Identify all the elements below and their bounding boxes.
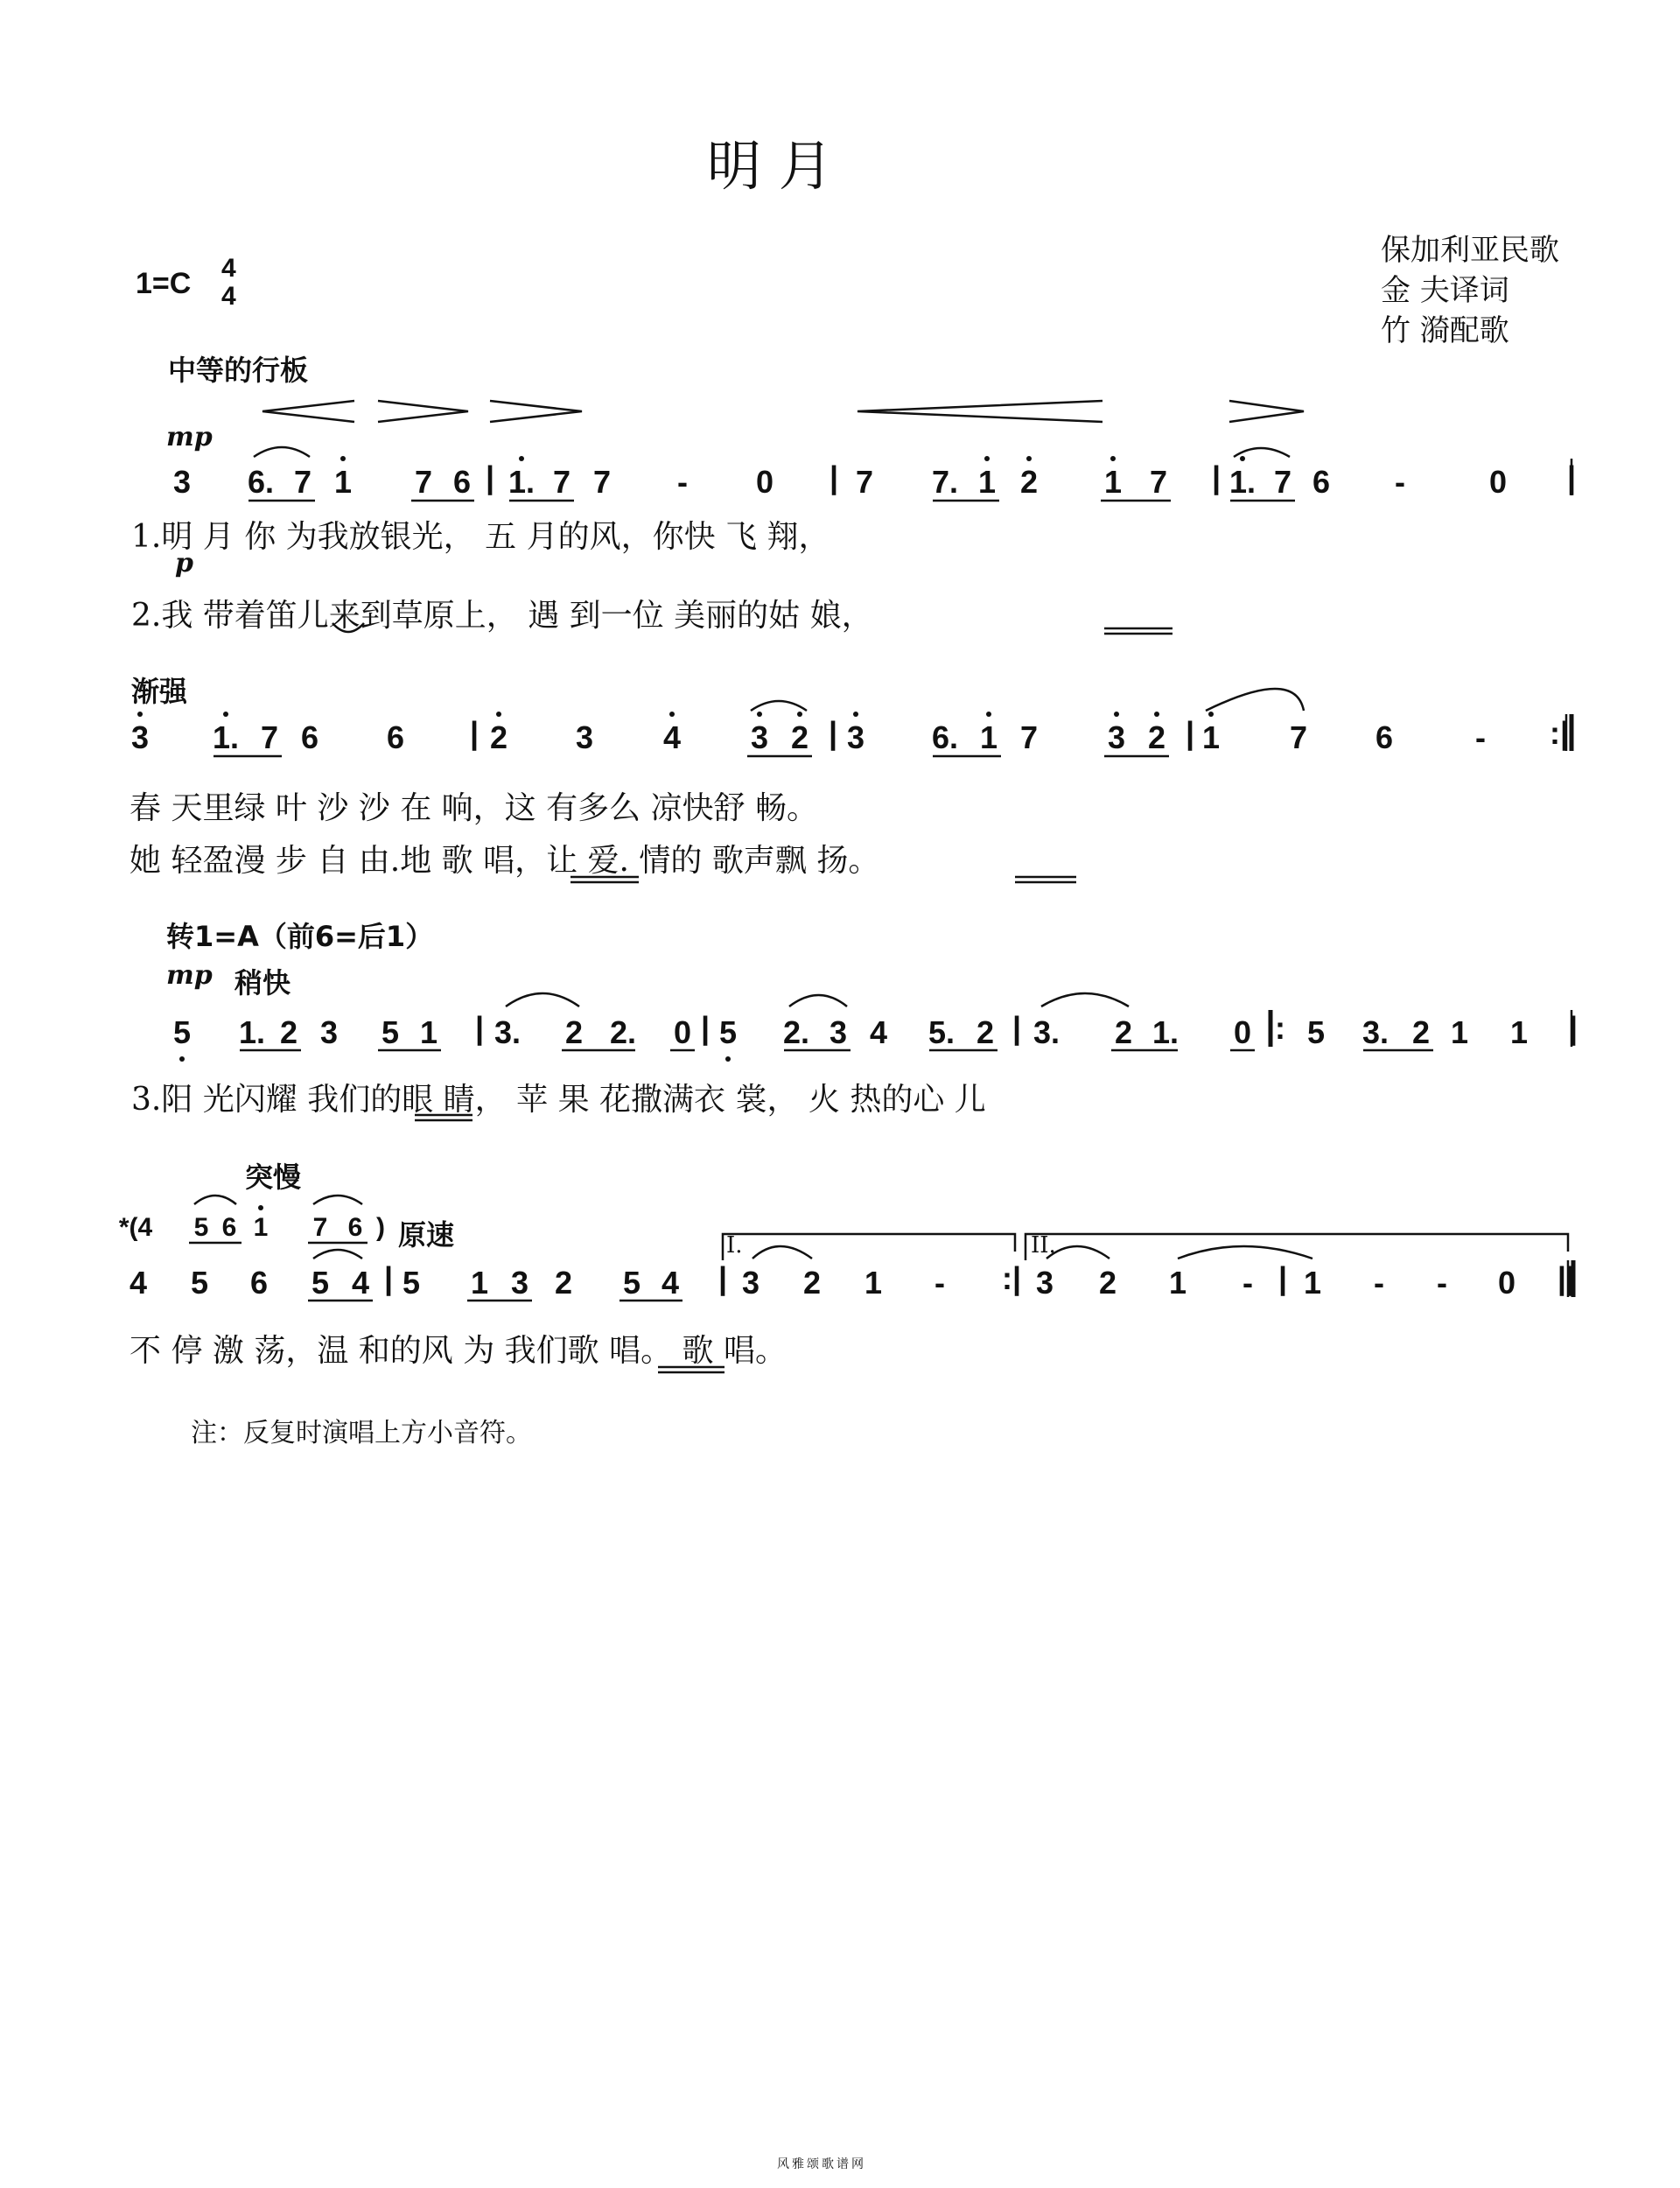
note: 2: [1019, 464, 1039, 500]
note: 5: [190, 1265, 209, 1301]
barline: |: [700, 1010, 710, 1046]
note: 6: [452, 464, 472, 500]
note: 2.: [609, 1014, 637, 1050]
note: 2: [1411, 1014, 1431, 1050]
small-note: 1: [253, 1213, 269, 1242]
final-barline: ||: [1557, 1260, 1576, 1296]
tempo-marking: 中等的行板: [168, 354, 309, 387]
note: 1.: [238, 1014, 266, 1050]
note: 4: [351, 1265, 370, 1301]
small-note: 6: [221, 1213, 237, 1242]
note: 2: [790, 719, 809, 755]
barline: |: [1185, 715, 1195, 751]
note: -: [1395, 464, 1405, 500]
barline-strokes: [1270, 459, 1576, 1301]
note: 5: [622, 1265, 641, 1301]
note: 2: [1147, 719, 1166, 755]
lyrics-verse-1: 1.明 月 你 为我放银光， 五 月的风，你快 飞 翔，: [131, 519, 830, 555]
note: 2: [564, 1014, 584, 1050]
note: -: [1475, 719, 1486, 755]
lyrics-verse-3: 3.阳 光闪耀 我们的眼 睛， 苹 果 花撒满衣 裳， 火 热的心 儿: [131, 1082, 986, 1118]
barline: |: [1568, 1010, 1578, 1046]
note: 7: [552, 464, 571, 500]
barline: |: [1278, 1260, 1288, 1296]
note: 7: [260, 719, 279, 755]
note: 7: [1273, 464, 1292, 500]
note: -: [1242, 1265, 1253, 1301]
note: 5: [718, 1014, 738, 1050]
note: 1: [1303, 1265, 1322, 1301]
note: 1: [1168, 1265, 1187, 1301]
repeat-end: :|: [1549, 715, 1570, 751]
note: 7: [414, 464, 433, 500]
dynamic-mp: mp: [166, 422, 213, 452]
dynamic-mp-2: mp: [166, 960, 213, 991]
note: 3: [575, 719, 594, 755]
small-note: 5: [193, 1213, 209, 1242]
note: 1: [419, 1014, 438, 1050]
note: 6: [300, 719, 319, 755]
note: 1.: [1152, 1014, 1180, 1050]
note: 3.: [1032, 1014, 1060, 1050]
credit-origin: 保加利亚民歌: [1381, 233, 1559, 268]
note: 3: [130, 719, 150, 755]
barline: |: [474, 1010, 485, 1046]
note: 5: [381, 1014, 400, 1050]
note: 6: [1312, 464, 1331, 500]
note: 7.: [931, 464, 959, 500]
note: 3: [1107, 719, 1126, 755]
hairpins: [262, 401, 1304, 422]
note: 1: [864, 1265, 883, 1301]
tempo-faster: 稍快: [234, 966, 291, 999]
barline: |: [1012, 1010, 1022, 1046]
note: 0: [1488, 464, 1508, 500]
lyrics-verse-2: 2.我 带着笛儿来到草原上， 遇 到一位 美丽的姑 娘，: [131, 598, 873, 634]
note: 3: [846, 719, 865, 755]
note: 7: [1289, 719, 1308, 755]
volta-second-label: II.: [1031, 1232, 1056, 1259]
note: -: [1374, 1265, 1384, 1301]
barline: |: [718, 1260, 728, 1296]
note: 1.: [508, 464, 536, 500]
note: 1: [1450, 1014, 1469, 1050]
note: 1: [333, 464, 353, 500]
dynamic-p: p: [175, 548, 193, 579]
barline: |: [829, 459, 839, 495]
note: 3: [1035, 1265, 1054, 1301]
key-signature: 1=C: [136, 267, 192, 300]
octave-dots: [137, 456, 1245, 1210]
note: 7: [855, 464, 874, 500]
note: 1: [1103, 464, 1123, 500]
note: 5: [311, 1265, 330, 1301]
note: 3.: [494, 1014, 522, 1050]
beams: [189, 501, 1433, 1301]
time-signature-top: 4: [221, 254, 236, 283]
volta-brackets: [723, 1234, 1568, 1260]
lyrics-verse-2: 她 轻盈漫 步 自 由.地 歌 唱，让 爱. 情的 歌声飘 扬。: [130, 843, 880, 879]
note: 1: [979, 719, 998, 755]
tempo-sudden-slow: 突慢: [245, 1161, 302, 1194]
slurs: [194, 447, 1312, 1259]
note: 7: [293, 464, 312, 500]
note: 4: [129, 1265, 148, 1301]
note: 0: [673, 1014, 692, 1050]
credit-arranger: 竹 漪配歌: [1381, 313, 1509, 348]
note: 5: [172, 1014, 192, 1050]
note: 4: [869, 1014, 888, 1050]
barline: |: [828, 715, 838, 751]
note: 1.: [1228, 464, 1256, 500]
note: 7: [592, 464, 612, 500]
small-note: *(4: [118, 1213, 153, 1242]
source-footer: 风雅颂歌谱网: [777, 2157, 866, 2171]
note: 3: [750, 719, 769, 755]
small-note: 7: [312, 1213, 328, 1242]
note: 3.: [1362, 1014, 1390, 1050]
tempo-original: 原速: [398, 1218, 455, 1252]
repeat-start: |:: [1265, 1010, 1286, 1046]
lyrics-verse-1: 春 天里绿 叶 沙 沙 在 响，这 有多么 凉快舒 畅。: [130, 790, 818, 826]
lyric-underlines: [415, 628, 1172, 1372]
credit-lyrics: 金 夫译词: [1381, 273, 1509, 308]
note: 2: [554, 1265, 573, 1301]
note: -: [934, 1265, 945, 1301]
note: 2: [1114, 1014, 1133, 1050]
footnote: 注：反复时演唱上方小音符。: [191, 1418, 532, 1448]
note: 2: [1098, 1265, 1117, 1301]
tempo-crescendo: 渐强: [131, 675, 188, 708]
note: 6: [386, 719, 405, 755]
note: 6.: [247, 464, 275, 500]
barline: |: [383, 1260, 394, 1296]
note: 2: [802, 1265, 822, 1301]
note: 1: [1201, 719, 1221, 755]
lyrics-verse-3-end: 不 停 激 荡，温 和的风 为 我们歌 唱。 歌 唱。: [130, 1333, 787, 1369]
note: 1: [470, 1265, 489, 1301]
note: 7: [1019, 719, 1039, 755]
note: 3: [741, 1265, 760, 1301]
barline: |: [469, 715, 480, 751]
note: 5.: [928, 1014, 956, 1050]
note: 6: [249, 1265, 269, 1301]
barline: |: [1566, 459, 1577, 495]
note: -: [1437, 1265, 1447, 1301]
note: 2: [489, 719, 508, 755]
note: 7: [1149, 464, 1168, 500]
barline: |: [1211, 459, 1222, 495]
note: 0: [1497, 1265, 1516, 1301]
time-signature-bottom: 4: [221, 282, 236, 311]
barline: |: [485, 459, 495, 495]
note: 3: [319, 1014, 339, 1050]
note: 0: [755, 464, 774, 500]
key-change: 转1=A（前6=后1）: [166, 920, 434, 953]
note: 4: [662, 719, 682, 755]
note: 5: [1306, 1014, 1326, 1050]
note: 1.: [212, 719, 240, 755]
note: 3: [510, 1265, 529, 1301]
note: 1: [977, 464, 997, 500]
note: 2.: [782, 1014, 810, 1050]
note: 0: [1233, 1014, 1252, 1050]
note: 4: [661, 1265, 680, 1301]
note: 5: [402, 1265, 421, 1301]
note: 6.: [931, 719, 959, 755]
small-note: 6: [347, 1213, 363, 1242]
note: 2: [976, 1014, 995, 1050]
note: -: [677, 464, 688, 500]
note: 1: [1509, 1014, 1529, 1050]
note: 3: [172, 464, 192, 500]
volta-first-label: I.: [726, 1232, 743, 1259]
small-note: ): [376, 1213, 385, 1242]
note: 2: [279, 1014, 298, 1050]
song-title: 明 月: [707, 134, 833, 198]
note: 3: [829, 1014, 848, 1050]
note: 6: [1375, 719, 1394, 755]
repeat-end: :|: [1001, 1260, 1022, 1296]
